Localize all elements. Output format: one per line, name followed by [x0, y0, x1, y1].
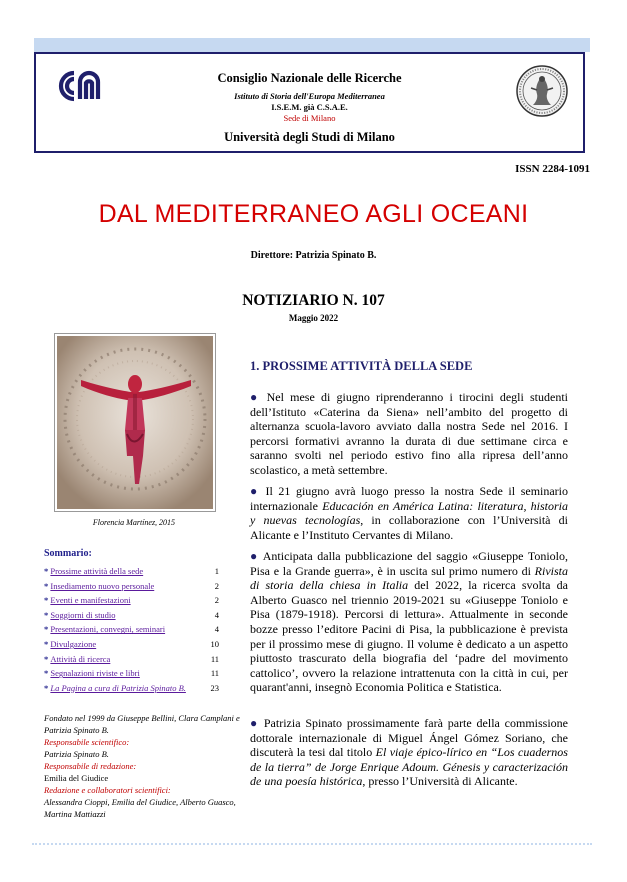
toc-page: 1 [214, 566, 219, 576]
toc-item[interactable] [44, 624, 224, 639]
issue-date: Maggio 2022 [288, 313, 339, 323]
toc-item[interactable] [44, 581, 224, 596]
artwork-caption: Florencia Martínez, 2015 [92, 518, 176, 527]
toc-bullet-icon: * [44, 595, 51, 606]
seminar-title: Educación en América Latina: literatura, historia y nuevas tecnologías [250, 498, 569, 528]
toc-item[interactable] [44, 639, 224, 654]
toc-page: 11 [210, 653, 219, 664]
paragraph-text: Anticipata dalla pubblicazione del saggio «Giuseppe Toniolo, Pisa e la Grande guerra», è in uscita sul primo numero di [250, 549, 568, 578]
founded-line: Fondato nel 1999 da Giuseppe Bellini, Clara Camplani e Patrizia Spinato B. [44, 713, 240, 735]
toc-page: 4 [214, 609, 219, 620]
footer-rule [32, 843, 592, 848]
toc-page: 2 [214, 580, 219, 591]
table-of-contents [44, 566, 224, 697]
toc-link[interactable]: Soggiorni di studio [50, 609, 116, 620]
org-name: Consiglio Nazionale delle Ricerche [217, 71, 402, 85]
thesis-title: El viaje épico-lírico en “Los cuadernos de la tierra” de Jorge Enrique Adoum. Génesis y caracterización de una poesía histórica [250, 745, 568, 789]
toc-page: 2 [214, 595, 219, 606]
paragraph-publication [250, 549, 568, 695]
paragraph-text: Patrizia Spinato prossimamente farà parte della commissione dottorale internazionale di Miguel Ángel Gómez Soriano, che discuterà la tesi dal titolo [250, 716, 568, 760]
toc-item[interactable] [44, 668, 224, 683]
toc-link[interactable]: Segnalazioni riviste e libri [50, 668, 140, 679]
institute-name: Istituto di Storia dell'Europa Mediterranea [234, 91, 385, 101]
editorial-lead-name: Emilia del Giudice [44, 773, 109, 783]
toc-bullet-icon: * [44, 566, 51, 576]
bullet-icon: ● [250, 549, 259, 563]
toc-link[interactable]: La Pagina a cura di Patrizia Spinato B. [50, 682, 186, 693]
toc-item[interactable] [44, 654, 224, 669]
journal-title: Rivista di storia della chiesa in Italia [250, 563, 568, 593]
paragraph-doctoral-committee [250, 716, 568, 789]
toc-item[interactable] [44, 595, 224, 610]
scientific-lead-label: Responsabile scientifico: [44, 737, 130, 747]
toc-bullet-icon: * [44, 668, 51, 679]
collaborators-names: Alessandra Cioppi, Emilia del Giudice, Alberto Guasco, Martina Mattiazzi [44, 797, 236, 819]
toc-link[interactable]: Insediamento nuovo personale [50, 580, 155, 591]
cover-artwork [54, 333, 216, 512]
toc-bullet-icon: * [44, 624, 51, 635]
toc-bullet-icon: * [44, 638, 51, 649]
university-name: Università degli Studi di Milano [224, 130, 395, 144]
paragraph-text: Il 21 giugno avrà luogo presso la nostra Sede il seminario internazionale [250, 484, 569, 513]
toc-link[interactable]: Eventi e manifestazioni [50, 595, 131, 606]
toc-item[interactable] [44, 683, 224, 698]
isem-name: I.S.E.M. già C.S.A.E. [271, 102, 348, 112]
toc-bullet-icon: * [44, 653, 51, 664]
crucifix-painting-image [55, 334, 215, 511]
toc-link[interactable]: Presentazioni, convegni, seminari [50, 624, 166, 635]
paragraph-text: del 2022, la ricerca svolta da Alberto Guasco nel triennio 2019-2021 su «Giuseppe Toniolo e Pisa (1879-1918). Percorsi di lettura». Attualmente in seconde bozze presso l’editore Pacini di Pisa, la pubblicazione è prevista per il prossimo mese di giugno. Il volume è dedicato a un aspetto piuttosto trascurato della biografia del ‘padre del movimento cattolico’, ovvero la relazione intrattenuta con la città in cui, per quarant'anni, insegnò Economia Politica e Statistica. [250, 578, 568, 695]
toc-link[interactable]: Attività di ricerca [50, 653, 111, 664]
paragraph-text: , in collaborazione con l’Università di Alicante e l’Instituto Cervantes di Milano. [250, 513, 568, 542]
toc-item[interactable] [44, 610, 224, 625]
paragraph-text: , presso l’Università di Alicante. [362, 774, 518, 789]
credits-block [44, 712, 244, 820]
university-seal-icon [515, 64, 569, 118]
bullet-icon: ● [250, 716, 260, 730]
bullet-icon: ● [250, 484, 260, 498]
paragraph-internships [250, 390, 568, 478]
bullet-icon: ● [250, 390, 261, 404]
masthead [34, 52, 585, 153]
section-heading: 1. PROSSIME ATTIVITÀ DELLA SEDE [250, 359, 473, 373]
sede-name: Sede di Milano [283, 113, 336, 123]
toc-bullet-icon: * [44, 580, 51, 591]
summary-heading: Sommario: [44, 548, 92, 559]
toc-bullet-icon: * [44, 682, 51, 693]
issn: ISSN 2284-1091 [515, 163, 590, 175]
publication-title: DAL MEDITERRANEO AGLI OCEANI [98, 200, 529, 228]
toc-link[interactable]: Prossime attività della sede [50, 566, 144, 576]
director-line: Direttore: Patrizia Spinato B. [250, 250, 377, 261]
collaborators-label: Redazione e collaboratori scientifici: [44, 785, 171, 795]
editorial-lead-label: Responsabile di redazione: [44, 761, 137, 771]
paragraph-text: Nel mese di giugno riprenderanno i tirocini degli studenti dell’Istituto «Caterina da Siena» nell’ambito del progetto di alternanza scuola-lavoro avviato dalla nostra Sede nel 2016. I percorsi formativi avranno la durata di due settimane circa e saranno svolti nel periodo estivo fino alla ripresa dell’anno scolastico, a metà settembre. [250, 390, 569, 477]
top-band [34, 38, 590, 52]
toc-page: 10 [210, 638, 219, 649]
toc-page: 23 [210, 682, 219, 693]
paragraph-seminar [250, 484, 568, 542]
scientific-lead-name: Patrizia Spinato B. [44, 749, 109, 759]
toc-link[interactable]: Divulgazione [50, 638, 97, 649]
toc-page: 11 [210, 668, 219, 679]
toc-page: 4 [214, 624, 219, 635]
toc-item[interactable] [44, 566, 224, 581]
issue-number: NOTIZIARIO N. 107 [242, 292, 385, 309]
toc-bullet-icon: * [44, 609, 51, 620]
